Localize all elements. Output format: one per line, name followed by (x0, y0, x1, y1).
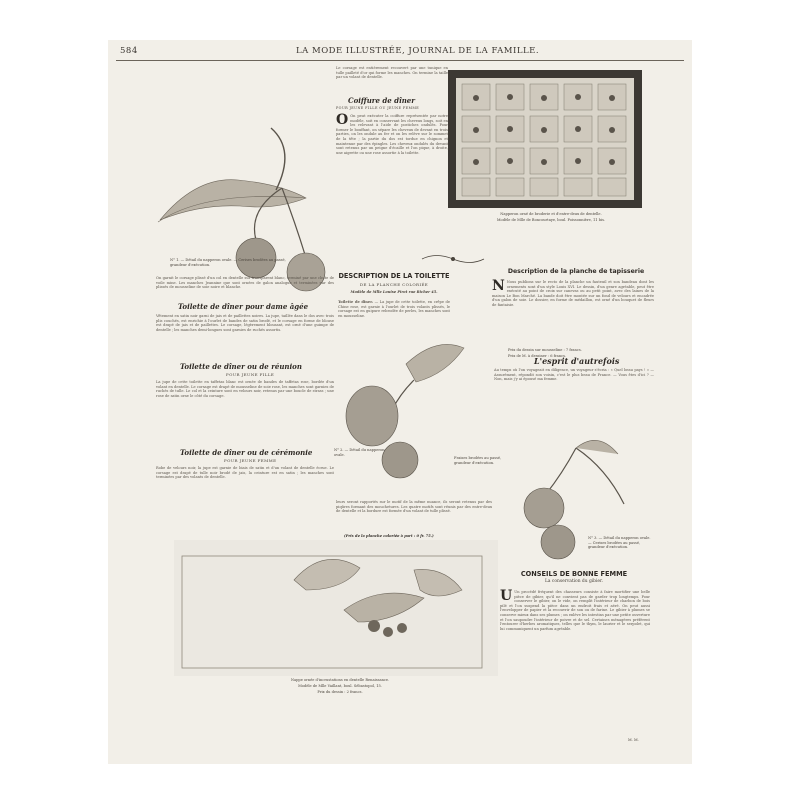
napperon-cell (564, 178, 592, 196)
motif-dot (473, 159, 479, 165)
napperon-caption: Napperon orné de broderie et d'entre-deux de dentelle. (500, 212, 602, 216)
planche-price-note: (Prix de la planche coloriée à part : 0 fr. 75.) (344, 534, 434, 538)
col1-text1: Vêtement en satin noir garni de jais et de paillettes noires. La jupe, taillée dans le dos avec trois plis couchés, est enrichie à l'ourlet de bandes de satin brodé, et le corsage en forme de blouse est drapé de jais et de paillettes. Le corsage, légèrement blousant, est orné d'une guimpe de dentelle ; les manches demi-longues sont garnies de ruchés assortis. (156, 314, 334, 332)
ornament-flourish (420, 252, 486, 266)
heading-reunion: Toilette de dîner ou de réunion (180, 362, 302, 371)
napperon-illustration (448, 70, 642, 208)
col1-text2: La jupe de cette toilette en taffetas blanc est ornée de bandes de taffetas rose, bordée d'un volant en dentelle. Le corsage est drapé de mousseline de soie rose, les manches sont garnies de ruchés de tulle. Le col et la ceinture sont en velours noir, retenus par une boucle de strass ; une rose de satin orne le côté du corsage. (156, 380, 334, 398)
motif-dot (609, 159, 615, 165)
cherry-fruit-upper (524, 488, 564, 528)
dropcap-n: N (492, 278, 505, 294)
napperon-cell (462, 178, 490, 196)
nappe-fruit (397, 623, 407, 633)
motif-dot (575, 126, 581, 132)
header-rule (116, 60, 684, 61)
esprit-title: L'esprit d'autrefois (534, 356, 620, 366)
napperon-credit: Modèle de Mlle de Boncourtaye, boul. Poissonnière, 11 bis. (496, 218, 606, 222)
figure1-caption: N° 1. — Détail du napperon ovale. — Cerises brodées au passé, grandeur d'exécution. (170, 258, 286, 267)
tapisserie-text (492, 280, 654, 344)
figure4-credit: Modèle de Mlle Vaillant, boul. Sébastopol, 15. (298, 684, 382, 688)
figure4-caption: Nappe ornée d'incrustations en dentelle Renaissance. (290, 678, 390, 682)
dropcap-u: U (500, 588, 513, 604)
motif-dot (473, 95, 479, 101)
col1-intro: On garnit le corsage plissé d'un col en dentelle sur transparent blanc, terminé par une chute de voile mine. Les manches Jeannine que sont ornées de galon analogue et terminées par des plissés de mousseline de soie noire et blanche. (156, 276, 334, 290)
journal-title: LA MODE ILLUSTRÉE, JOURNAL DE LA FAMILLE. (296, 46, 540, 56)
conseils-sub: La conservation du gibier. (544, 579, 604, 584)
conseils-title: CONSEILS DE BONNE FEMME (520, 570, 628, 578)
motif-dot (609, 127, 615, 133)
coiffure-text (336, 114, 448, 238)
description-sub: DE LA PLANCHE COLORIÉE (359, 282, 429, 287)
description-title: DESCRIPTION DE LA TOILETTE (338, 272, 450, 280)
description-lead: Toilette de dîner. (338, 300, 374, 304)
flourish-dot (451, 257, 455, 261)
nappe-fruit (383, 627, 393, 637)
continuation-text: leurs seront rapportés sur le motif de la même nuance, ils seront retenus par des piqûres formant des mouchetures. Les quatre motifs sont réunis par des entre-deux de dentelle et la bordure est formée d'un volant de tulle plissé. (336, 500, 492, 514)
dropcap-o: O (336, 112, 349, 128)
cherry-fruit-lower (541, 525, 575, 559)
page-header (116, 46, 684, 60)
motif-dot (541, 159, 547, 165)
conseils-text (500, 590, 650, 734)
motif-dot (507, 126, 513, 132)
col1-text3: Robe de velours noir, la jupe est garnie de biais de satin et d'un volant de dentelle écrue. Le corsage est drapé de tulle noir brodé de jais, la ceinture est en satin ; les manches sont terminées par des volants de dentelle. (156, 466, 334, 480)
cherry-stem (271, 128, 285, 190)
motif-dot (575, 158, 581, 164)
cherry-stem-left-fig (546, 448, 576, 494)
tapisserie-price1: Prix du dessin sur mousseline : 7 francs. (508, 348, 582, 352)
sub-jeune-fille: POUR JEUNE FILLE (226, 372, 275, 377)
napperon-cell (598, 178, 626, 196)
magazine-page (108, 40, 692, 764)
strawberry-fruit-large (346, 386, 398, 446)
heading-coiffure: Coiffure de dîner (348, 96, 415, 105)
motif-dot (541, 95, 547, 101)
motif-dot (609, 95, 615, 101)
tapisserie-price2: Prix de M. à dessiner : 6 francs. (508, 354, 567, 358)
cherry-stem-right-fig (576, 448, 624, 504)
strawberry-leaf (406, 344, 464, 382)
tapisserie-body: Nous publions sur le recto de la planche un fauteuil et son bandeau dont les ornements sont d'un style Louis XVI. Le dessin, d'un genre agréable, peut être exécuté au point de croix sur canevas ou au petit point, avec des laines de la maison Le Bon Marché. La bande doit être montée sur un fond de velours et encadrée d'un galon de soie. Le dossier, en forme de médaillon, est orné d'un bouquet de fleurs de fantaisie. (492, 280, 654, 307)
cherry-leaf-shape (160, 180, 306, 220)
conseils-signature: M. M. (628, 738, 639, 742)
figure2-caption: N° 2. — Détail du napperon ovale. (334, 448, 385, 457)
conseils-body: Un procédé fréquent des chasseurs consiste à faire mortifier une belle pièce de gibier, qu'il ne convient pas de garder trop longtemps. Pour conserver le gibier, on le vide, on remplit l'intérieur de charbon de bois pilé et l'on suspend la pièce dans un endroit frais et aéré. On peut aussi l'envelopper de papier et la recouvrir de son ou de farine. Le gibier à plumes se conserve mieux dans ses plumes ; on enlève les intestins par une petite ouverture et l'on saupoudre l'intérieur de poivre et de sel. Certaines ménagères préfèrent l'entourer d'herbes aromatiques, telles que le thym, le laurier et le serpolet, qui lui communiquent un parfum agréable. (500, 590, 650, 631)
figure4-price: Prix du dessin : 2 francs. (317, 690, 363, 694)
coiffure-intro: Le corsage est entièrement recouvert par une tunique en tulle pailleté d'or qui forme les manches. On termine la taille par un volant de dentelle. (336, 66, 448, 80)
motif-dot (473, 127, 479, 133)
napperon-cell (530, 178, 558, 196)
nappe-fruit (368, 620, 380, 632)
figure-strawberries-illustration (336, 334, 468, 480)
figure-nappe-illustration (174, 540, 498, 676)
sub-jeune-femme: POUR JEUNE FEMME (224, 458, 277, 463)
page-number: 584 (120, 46, 138, 56)
description-model: Modèle de Mlle Louise Pirot rue Richer 45. (350, 290, 438, 294)
figure3-caption: N° 3. — Détail du napperon ovale. — Cerises brodées au passé, grandeur d'exécution. (588, 536, 651, 550)
sub-coiffure: POUR JEUNE FILLE OU JEUNE FEMME (336, 106, 420, 110)
motif-dot (507, 158, 513, 164)
motif-dot (507, 94, 513, 100)
coiffure-body: On peut exécuter la coiffure représentée par notre modèle, soit en conservant les cheveux longs, soit en les relevant à l'aide de postiches ondulés. Pour former le bouffant, on sépare les cheveux de devant en trois parties, on les ondule au fer et on les relève sur le sommet de la tête ; la partie du dos est tordue en chignon et maintenue par des épingles. Les cheveux ondulés du devant sont retenus par un peigne d'écaille et l'on pique, à droite, une aigrette ou une rose assortie à la toilette. (336, 114, 448, 155)
motif-dot (541, 127, 547, 133)
tapisserie-title: Description de la planche de tapisserie (507, 268, 645, 275)
description-text (338, 300, 450, 318)
motif-dot (575, 94, 581, 100)
heading-ceremonie: Toilette de dîner ou de cérémonie (180, 448, 313, 457)
esprit-text: Au temps où l'on voyageait en diligence, un voyageur s'écria : « Quel beau pays ! » — Assurément, répondit son voisin, c'est le plus beau de France. — Vous êtes d'ici ? — Non, mais j'y ai épousé ma femme. (494, 368, 654, 382)
figure2-caption-right: Fraises brodées au passé, grandeur d'exécution. (454, 456, 502, 465)
napperon-cell (496, 178, 524, 196)
heading-dame-agee: Toilette de dîner pour dame âgée (178, 302, 309, 311)
description-body: — La jupe de cette toilette, en crêpe de Chine rose, est garnie à l'ourlet de trois volants plissés, le corsage est en guipure rebrodée de perles, les manches sont en mousseline. (338, 300, 450, 318)
